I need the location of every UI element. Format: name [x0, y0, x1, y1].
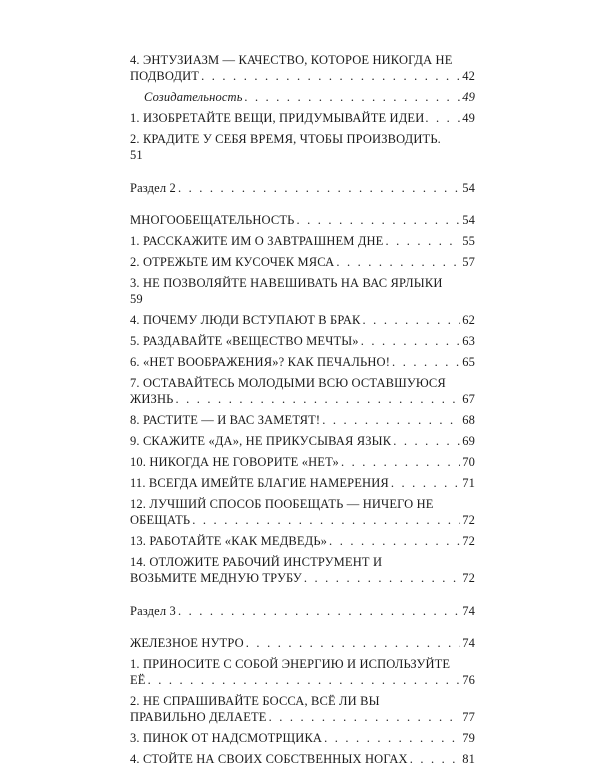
toc-entry-title: 6. «НЕТ ВООБРАЖЕНИЯ»? КАК ПЕЧАЛЬНО!: [130, 355, 391, 369]
toc-entry-last-line: [144, 89, 475, 105]
toc-entry-title: 3. НЕ ПОЗВОЛЯЙТЕ НАВЕШИВАТЬ НА ВАС ЯРЛЫКИ: [130, 276, 443, 290]
toc-entry-last-line: [130, 751, 475, 767]
toc-page-number: 42: [462, 69, 475, 83]
toc-entry-title-line-1: 7. ОСТАВАЙТЕСЬ МОЛОДЫМИ ВСЮ ОСТАВШУЮСЯ: [130, 376, 446, 390]
toc-entry: [130, 131, 475, 163]
toc-entry-last-line: [130, 254, 475, 270]
toc-entry-title: 2. КРАДИТЕ У СЕБЯ ВРЕМЯ, ЧТОБЫ ПРОИЗВОДИТЬ.: [130, 132, 441, 146]
toc-page-number: 72: [462, 571, 475, 585]
toc-entry-title: 1. РАССКАЖИТЕ ИМ О ЗАВТРАШНЕМ ДНЕ: [130, 234, 384, 248]
toc-entry-title-line-2: ПОДВОДИТ: [130, 69, 200, 83]
toc-page-number: 68: [462, 413, 475, 427]
toc-entry: [130, 693, 475, 725]
toc-entry-last-line: [130, 512, 475, 528]
toc-page-number: 79: [462, 731, 475, 745]
toc-entry-last-line: [130, 412, 475, 428]
dot-leader: [393, 433, 460, 449]
toc-page-number: 76: [462, 673, 475, 687]
toc-section-3: [130, 603, 475, 619]
dot-leader: [385, 233, 460, 249]
dot-leader: [322, 412, 460, 428]
toc-entry: [130, 730, 475, 746]
toc-page-number: 54: [462, 181, 475, 195]
toc-page-number: 72: [462, 513, 475, 527]
dot-leader: [246, 635, 460, 651]
toc-entry-last-line: [130, 635, 475, 651]
toc-entry: [130, 333, 475, 349]
toc-entry-last-line: [130, 533, 475, 549]
toc-entry-title-line-2: ВОЗЬМИТЕ МЕДНУЮ ТРУБУ: [130, 571, 302, 585]
dot-leader: [324, 730, 460, 746]
toc-page-number: 54: [462, 213, 475, 227]
toc-page-number: 57: [462, 255, 475, 269]
toc-entry-title: 11. ВСЕГДА ИМЕЙТЕ БЛАГИЕ НАМЕРЕНИЯ: [130, 476, 389, 490]
toc-chapter-title: ЖЕЛЕЗНОЕ НУТРО: [130, 636, 244, 650]
toc-entry: [130, 110, 475, 126]
toc-section-title: Раздел 3: [130, 604, 176, 618]
toc-page-number: 74: [462, 604, 475, 618]
toc-entry: [130, 475, 475, 491]
toc-page-number: 69: [462, 434, 475, 448]
toc-page-number: 72: [462, 534, 475, 548]
dot-leader: [175, 391, 460, 407]
toc-entry: [130, 354, 475, 370]
dot-leader: [201, 68, 460, 84]
toc-entry-last-line: [130, 212, 475, 228]
dot-leader: [410, 751, 460, 767]
dot-leader: [391, 475, 460, 491]
dot-leader: [361, 333, 460, 349]
toc-entry-enthusiasm: [130, 52, 475, 84]
toc-page-number: 77: [462, 710, 475, 724]
toc-page-number: 74: [462, 636, 475, 650]
toc-entry-title-line-2: ОБЕЩАТЬ: [130, 513, 191, 527]
toc-entry: [130, 233, 475, 249]
toc-entry: [130, 312, 475, 328]
toc-entry-title: 5. РАЗДАВАЙТЕ «ВЕЩЕСТВО МЕЧТЫ»: [130, 334, 359, 348]
toc-entry-title: 4. СТОЙТЕ НА СВОИХ СОБСТВЕННЫХ НОГАХ: [130, 752, 408, 766]
toc-entry: [130, 254, 475, 270]
toc-entry: [130, 496, 475, 528]
toc-entry-last-line: [130, 475, 475, 491]
toc-entry-last-line: [130, 312, 475, 328]
toc-entry: [130, 454, 475, 470]
toc-page-number: 59: [130, 292, 143, 306]
toc-entry-last-line: [130, 68, 475, 84]
toc-section-2: [130, 180, 475, 196]
toc-entry-last-line: [130, 233, 475, 249]
toc-page-number: 71: [462, 476, 475, 490]
table-of-contents: [130, 52, 475, 772]
toc-page-number: 63: [462, 334, 475, 348]
dot-leader: [329, 533, 460, 549]
dot-leader: [341, 454, 460, 470]
toc-entry-last-line: [130, 391, 475, 407]
dot-leader: [178, 603, 460, 619]
toc-entry: [130, 375, 475, 407]
dot-leader: [425, 110, 461, 126]
toc-entry-title-line-1: 1. ПРИНОСИТЕ С СОБОЙ ЭНЕРГИЮ И ИСПОЛЬЗУЙТЕ: [130, 657, 451, 671]
toc-entry: [130, 533, 475, 549]
dot-leader: [363, 312, 461, 328]
toc-chapter-title: МНОГООБЕЩАТЕЛЬНОСТЬ: [130, 213, 295, 227]
toc-page-number: 65: [462, 355, 475, 369]
toc-entry: [130, 433, 475, 449]
toc-entry-title-line-1: 4. ЭНТУЗИАЗМ — КАЧЕСТВО, КОТОРОЕ НИКОГДА НЕ: [130, 53, 453, 67]
dot-leader: [392, 354, 460, 370]
toc-entry-last-line: [130, 730, 475, 746]
toc-entry-title: 9. СКАЖИТЕ «ДА», НЕ ПРИКУСЫВАЯ ЯЗЫК: [130, 434, 392, 448]
toc-entry-last-line: [130, 433, 475, 449]
toc-entry: [130, 554, 475, 586]
toc-entry: [130, 275, 475, 307]
dot-leader: [269, 709, 461, 725]
toc-page-number: 81: [462, 752, 475, 766]
toc-entry-last-line: [130, 180, 475, 196]
toc-entry: [130, 751, 475, 767]
toc-entry-title: 13. РАБОТАЙТЕ «КАК МЕДВЕДЬ»: [130, 534, 328, 548]
toc-entry-last-line: [130, 672, 475, 688]
toc-entry: [130, 656, 475, 688]
toc-entry-last-line: [130, 709, 475, 725]
toc-page-number: 51: [130, 148, 143, 162]
toc-subheading-creativity: [130, 89, 475, 105]
toc-chapter: [130, 635, 475, 651]
toc-entry-last-line: [130, 110, 475, 126]
toc-entry-title: 2. ОТРЕЖЬТЕ ИМ КУСОЧЕК МЯСА: [130, 255, 335, 269]
toc-entry-title: 1. ИЗОБРЕТАЙТЕ ВЕЩИ, ПРИДУМЫВАЙТЕ ИДЕИ: [130, 111, 425, 125]
toc-entry-title-line-2: ЕЁ: [130, 673, 146, 687]
toc-entry-title: 10. НИКОГДА НЕ ГОВОРИТЕ «НЕТ»: [130, 455, 339, 469]
toc-entry-last-line: [130, 333, 475, 349]
dot-leader: [304, 570, 460, 586]
toc-entry-title: 4. ПОЧЕМУ ЛЮДИ ВСТУПАЮТ В БРАК: [130, 313, 361, 327]
toc-page-number: 49: [462, 111, 475, 125]
toc-chapter: [130, 212, 475, 228]
dot-leader: [296, 212, 460, 228]
toc-page-number: 62: [462, 313, 475, 327]
toc-entry-last-line: [130, 454, 475, 470]
toc-page-number: 70: [462, 455, 475, 469]
toc-entry-last-line: [130, 354, 475, 370]
dot-leader: [178, 180, 460, 196]
toc-entry-title: 8. РАСТИТЕ — И ВАС ЗАМЕТЯТ!: [130, 413, 321, 427]
toc-entry: [130, 412, 475, 428]
dot-leader: [148, 672, 461, 688]
toc-page-number: 49: [462, 90, 475, 104]
toc-page-number: 67: [462, 392, 475, 406]
toc-entry-title-line-1: 12. ЛУЧШИЙ СПОСОБ ПООБЕЩАТЬ — НИЧЕГО НЕ: [130, 497, 434, 511]
toc-entry-title-line-1: 14. ОТЛОЖИТЕ РАБОЧИЙ ИНСТРУМЕНТ И: [130, 555, 383, 569]
toc-entry-title-line-1: 2. НЕ СПРАШИВАЙТЕ БОССА, ВСЁ ЛИ ВЫ: [130, 694, 380, 708]
dot-leader: [192, 512, 460, 528]
dot-leader: [245, 89, 461, 105]
toc-entry-last-line: [130, 570, 475, 586]
dot-leader: [336, 254, 460, 270]
toc-page-number: 55: [462, 234, 475, 248]
toc-section-title: Раздел 2: [130, 181, 176, 195]
toc-entry-last-line: [130, 603, 475, 619]
toc-entry-title-line-2: ЖИЗНЬ: [130, 392, 174, 406]
toc-entry-title: Созидательность: [144, 90, 243, 104]
toc-entry-title: 3. ПИНОК ОТ НАДСМОТРЩИКА: [130, 731, 323, 745]
toc-entry-title-line-2: ПРАВИЛЬНО ДЕЛАЕТЕ: [130, 710, 267, 724]
